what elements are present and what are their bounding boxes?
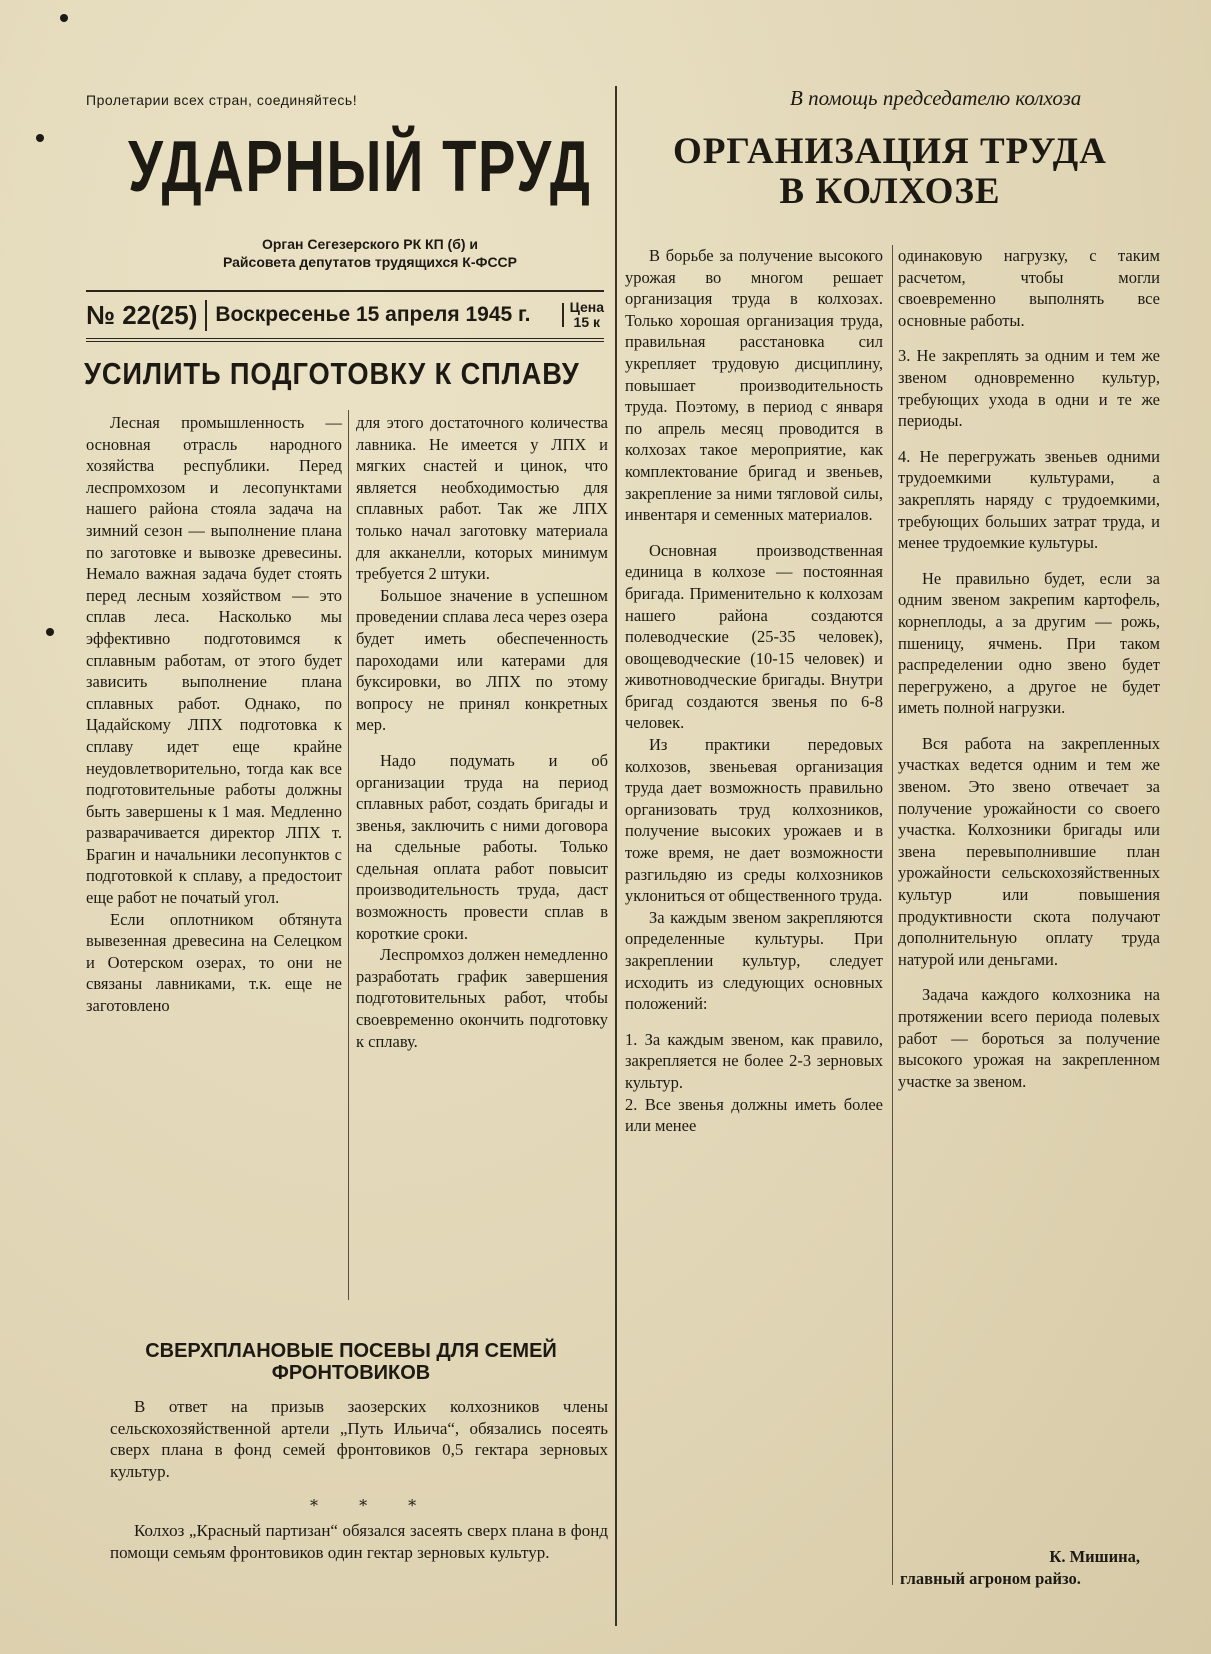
article-column [898, 245, 1160, 1092]
article-column [625, 245, 883, 1137]
issue-bar [86, 290, 604, 342]
paragraph [110, 1396, 608, 1482]
paragraph: Основная производственная единица в колхозе — постоянная бригада. Применительно к колхозам нашего района создаются полеводческие (25-35 человек), овощеводческие (10-15 человек) и животноводческие бригады. Внутри бригад создаются звенья по 6-8 человек. [625, 540, 883, 733]
paragraph: Если оплотником обтянута вывезенная древесина на Селецком и Оотерском озерах, то они не связаны лавниками, т.к. еще не заготовлено [86, 909, 342, 1016]
price-label: Цена [569, 299, 604, 315]
section-rubric: В помощь председателю колхоза [790, 86, 1082, 110]
column-divider [892, 245, 893, 1585]
paragraph: Из практики передовых колхозов, звеньевая организация труда дает возможность правильно организовать труд колхозников, получение высоких урожаев и в тоже время, не дает возможности разгильдяю из среды колхозников уклониться от общественного труда. [625, 735, 883, 906]
paragraph: Лесная промышленность — основная отрасль народного хозяйства республики. Перед леспромхозом и лесопунктами нашего района стояла задача на зимний сезон — выполнение плана по заготовке и вывозке древесины. Немало важная задача будет стоять перед лесным хозяйством — это сплав леса. Насколько мы эффективно подготовимся к сплавным работам, от этого будет зависить выполнение плана сплавных работ. Однако, по Цадайскому ЛПХ подготовка к сплаву идет еще крайне неудовлетворительно, тогда как все подготовительные работы должны быть завершены к 1 мая. Медленно разварачивается директор ЛПХ т. Брагин и начальники лесопунктов с подготовкой к сплаву, а предостоит еще работ не початый угол. [86, 413, 342, 908]
masthead-motto: Пролетарии всех стран, соединяйтесь! [86, 92, 358, 108]
paragraph: Большое значение в успешном проведении сплава леса через озера будет иметь обеспеченность пароходами или катерами для буксировки, во ЛПХ по этому вопросу не принял конкретных мер. [356, 585, 608, 735]
punch-hole-mark [60, 14, 68, 22]
paragraph: Надо подумать и об организации труда на период сплавных работ, создать бригады и звенья, заключить с ними договора на сдельные работы. Только сдельная оплата работ повысит производительность труда, даст возможность провести сплав в короткие сроки. [356, 750, 608, 943]
punch-hole-mark [36, 134, 44, 142]
article-headline [96, 1340, 606, 1384]
paragraph-text: В ответ на призыв заозерских колхозников члены сельскохозяйственной артели „Путь Ильича“, обязались посеять сверх плана в фонд семей фронтовиков 0,5 гектара зерновых культур. [110, 1397, 608, 1481]
paragraph: для этого достаточного количества лавника. Не имеется у ЛПХ и мягких снастей и цинок, что является необходимостью для сплавных работ. Так же ЛПХ только начал заготовку материала для акканелли, которых минимум требуется 2 штуки. [356, 413, 608, 584]
paragraph: Задача каждого колхозника на протяжении всего периода полевых работ — бороться за получение высокого урожая на закрепленном участке за звеном. [898, 985, 1160, 1091]
list-item: 3. Не закреплять за одним и тем же звеном одновременно культур, требующих ухода в одни и те же периоды. [898, 346, 1160, 431]
author-signature [900, 1546, 1160, 1590]
issue-date: Воскресенье 15 апреля 1945 г. [207, 303, 563, 327]
punch-hole-mark [46, 628, 54, 636]
list-item: 1. За каждым звеном, как правило, закрепляется не более 2-3 зерновых культур. [625, 1029, 883, 1092]
masthead-organ [130, 235, 610, 271]
price-value: 15 к [573, 314, 601, 330]
paragraph: За каждым звеном закрепляются определенные культуры. При закреплении культур, следует исходить из следующих основных положений: [625, 907, 883, 1014]
list-item: 4. Не перегружать звеньев одними трудоемкими культурами, а закреплять наряду с трудоемкими, требующих больших затрат труда, и менее трудоемкие культуры. [898, 446, 1160, 553]
paragraph: Леспромхоз должен немедленно разработать график завершения подготовительных работ, чтобы своевременно окончить подготовку к сплаву. [356, 945, 608, 1051]
issue-price [564, 300, 604, 330]
newspaper-title: УДАРНЫЙ ТРУД [128, 127, 592, 207]
headline-line: ФРОНТОВИКОВ [271, 1362, 431, 1384]
article-column [356, 412, 608, 1052]
issue-number: № 22(25) [86, 300, 207, 331]
paragraph-text: Колхоз „Красный партизан“ обязался засеять сверх плана в фонд помощи семьям фронтовиков один гектар зерновых культур. [110, 1521, 608, 1562]
headline-line: СВЕРХПЛАНОВЫЕ ПОСЕВЫ ДЛЯ СЕМЕЙ [145, 1340, 557, 1362]
headline-line: ОРГАНИЗАЦИЯ ТРУДА [673, 131, 1107, 172]
organ-line: Орган Сегезерского РК КП (б) и [261, 236, 478, 252]
list-item: 2. Все звенья должны иметь более или менее [625, 1094, 883, 1136]
article-headline [640, 132, 1140, 212]
column-divider [348, 410, 349, 1300]
separator-stars: * * * [310, 1496, 435, 1515]
paragraph: Вся работа на закрепленных участках ведется одним и тем же звеном. Это звено отвечает за получение урожайности со своего участка. Колхозники бригады или звена перевыполнившие план урожайности сельскохозяйственных культур или повышения продуктивности скота получают дополнительную оплату труда натурой или деньгами. [898, 733, 1160, 969]
list-item: одинаковую нагрузку, с таким расчетом, чтобы могли своевременно выполнять все основные работы. [898, 246, 1160, 330]
paragraph: Не правильно будет, если за одним звеном закрепим картофель, корнеплоды, а за другим — рожь, пшеницу, ячмень. При таком распределении одно звено будет перегружено, а другое не будет иметь полной нагрузки. [898, 568, 1160, 718]
paragraph: В борьбе за получение высокого урожая во многом решает организация труда в колхозах. Только хорошая организация труда, правильная расстановка сил укрепляет трудовую дисциплину, повышает производительность труда. Поэтому, в период с января по апрель месяц проводится в колхозах такое мероприятие, как комплектование бригад и звеньев, закрепление за ними тягловой силы, инвентаря и семенных материалов. [625, 246, 883, 525]
paragraph [110, 1520, 608, 1563]
headline-line: В КОЛХОЗЕ [779, 171, 1001, 212]
article-column [86, 412, 342, 1017]
column-divider [615, 86, 617, 1626]
author-title: главный агроном райзо. [900, 1569, 1081, 1588]
organ-line: Райсовета депутатов трудящихся К-ФССР [222, 254, 518, 270]
author-name: К. Мишина, [1049, 1547, 1140, 1566]
article-headline: УСИЛИТЬ ПОДГОТОВКУ К СПЛАВУ [84, 356, 580, 391]
